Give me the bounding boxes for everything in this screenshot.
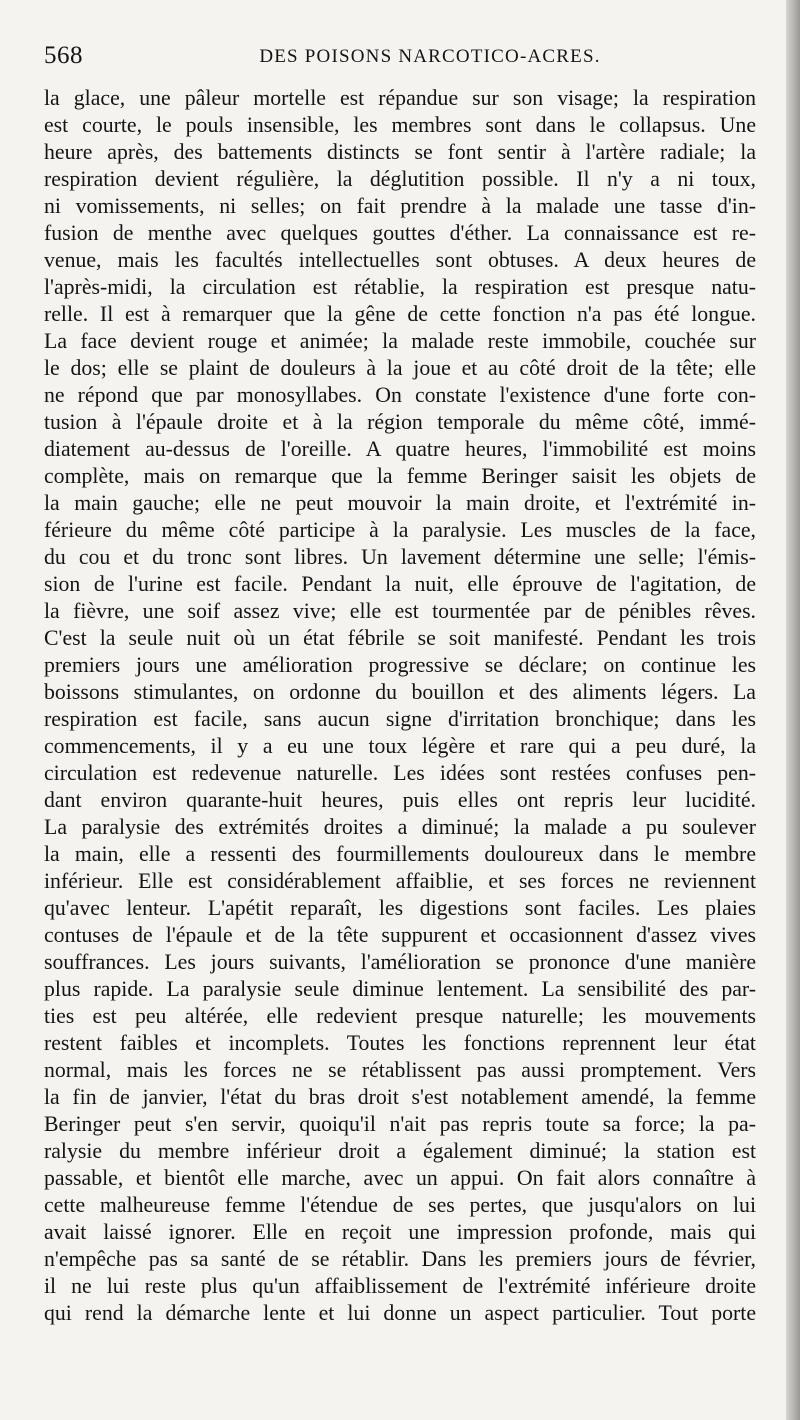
text-line: boissons stimulantes, on ordonne du bouillon et des aliments légers. La	[44, 680, 756, 704]
text-line: du cou et du tronc sont libres. Un lavement détermine une selle; l'émis-	[44, 545, 756, 569]
text-line: restent faibles et incomplets. Toutes les fonctions reprennent leur état	[44, 1031, 756, 1055]
text-line: Beringer peut s'en servir, quoiqu'il n'ait pas repris toute sa force; la pa-	[44, 1112, 756, 1136]
text-line: venue, mais les facultés intellectuelles sont obtuses. A deux heures de	[44, 248, 756, 272]
text-line: ralysie du membre inférieur droit a également diminué; la station est	[44, 1139, 756, 1163]
text-line: l'après-midi, la circulation est rétablie, la respiration est presque natu-	[44, 275, 756, 299]
text-line: commencements, il y a eu une toux légère et rare qui a peu duré, la	[44, 734, 756, 758]
text-line: respiration est facile, sans aucun signe d'irritation bronchique; dans les	[44, 707, 756, 731]
text-line: avait laissé ignorer. Elle en reçoit une impression profonde, mais qui	[44, 1220, 756, 1244]
text-line: relle. Il est à remarquer que la gêne de cette fonction n'a pas été longue.	[44, 302, 756, 326]
text-line: la main gauche; elle ne peut mouvoir la main droite, et l'extrémité in-	[44, 491, 756, 515]
text-line: La face devient rouge et animée; la malade reste immobile, couchée sur	[44, 329, 756, 353]
page-header	[44, 38, 756, 78]
text-line: respiration devient régulière, la déglutition possible. Il n'y a ni toux,	[44, 167, 756, 191]
text-line: heure après, des battements distincts se font sentir à l'artère radiale; la	[44, 140, 756, 164]
text-line: la fin de janvier, l'état du bras droit s'est notablement amendé, la femme	[44, 1085, 756, 1109]
text-line: La paralysie des extrémités droites a diminué; la malade a pu soulever	[44, 815, 756, 839]
text-line: C'est la seule nuit où un état fébrile se soit manifesté. Pendant les trois	[44, 626, 756, 650]
text-line: férieure du même côté participe à la paralysie. Les muscles de la face,	[44, 518, 756, 542]
running-head: DES POISONS NARCOTICO-ACRES.	[259, 46, 601, 67]
text-line: premiers jours une amélioration progressive se déclare; on continue les	[44, 653, 756, 677]
text-line: passable, et bientôt elle marche, avec un appui. On fait alors connaître à	[44, 1166, 756, 1190]
text-line: est courte, le pouls insensible, les membres sont dans le collapsus. Une	[44, 113, 756, 137]
page-number: 568	[44, 42, 83, 69]
text-line: ties est peu altérée, elle redevient presque naturelle; les mouvements	[44, 1004, 756, 1028]
text-line: normal, mais les forces ne se rétablissent pas aussi promptement. Vers	[44, 1058, 756, 1082]
text-line: circulation est redevenue naturelle. Les idées sont restées confuses pen-	[44, 761, 756, 785]
text-line: qui rend la démarche lente et lui donne un aspect particulier. Tout porte	[44, 1301, 756, 1325]
text-line: inférieur. Elle est considérablement affaiblie, et ses forces ne reviennent	[44, 869, 756, 893]
text-line: contuses de l'épaule et de la tête suppurent et occasionnent d'assez vives	[44, 923, 756, 947]
text-line: ni vomissements, ni selles; on fait prendre à la malade une tasse d'in-	[44, 194, 756, 218]
text-line: ne répond que par monosyllabes. On constate l'existence d'une forte con-	[44, 383, 756, 407]
text-line: cette malheureuse femme l'étendue de ses pertes, que jusqu'alors on lui	[44, 1193, 756, 1217]
text-line: la fièvre, une soif assez vive; elle est tourmentée par de pénibles rêves.	[44, 599, 756, 623]
body-text	[44, 85, 756, 1327]
text-line: la main, elle a ressenti des fourmillements douloureux dans le membre	[44, 842, 756, 866]
text-line: sion de l'urine est facile. Pendant la nuit, elle éprouve de l'agitation, de	[44, 572, 756, 596]
text-line: qu'avec lenteur. L'apétit reparaît, les digestions sont faciles. Les plaies	[44, 896, 756, 920]
text-line: la glace, une pâleur mortelle est répandue sur son visage; la respiration	[44, 86, 756, 110]
text-line: souffrances. Les jours suivants, l'amélioration se prononce d'une manière	[44, 950, 756, 974]
text-line: complète, mais on remarque que la femme Beringer saisit les objets de	[44, 464, 756, 488]
text-line: tusion à l'épaule droite et à la région temporale du même côté, immé-	[44, 410, 756, 434]
text-line: n'empêche pas sa santé de se rétablir. Dans les premiers jours de février,	[44, 1247, 756, 1271]
text-line: diatement au-dessus de l'oreille. A quatre heures, l'immobilité est moins	[44, 437, 756, 461]
text-line: il ne lui reste plus qu'un affaiblissement de l'extrémité inférieure droite	[44, 1274, 756, 1298]
text-line: plus rapide. La paralysie seule diminue lentement. La sensibilité des par-	[44, 977, 756, 1001]
text-line: fusion de menthe avec quelques gouttes d'éther. La connaissance est re-	[44, 221, 756, 245]
page-edge-shadow	[786, 0, 800, 1420]
text-line: le dos; elle se plaint de douleurs à la joue et au côté droit de la tête; elle	[44, 356, 756, 380]
text-line: dant environ quarante-huit heures, puis elles ont repris leur lucidité.	[44, 788, 756, 812]
